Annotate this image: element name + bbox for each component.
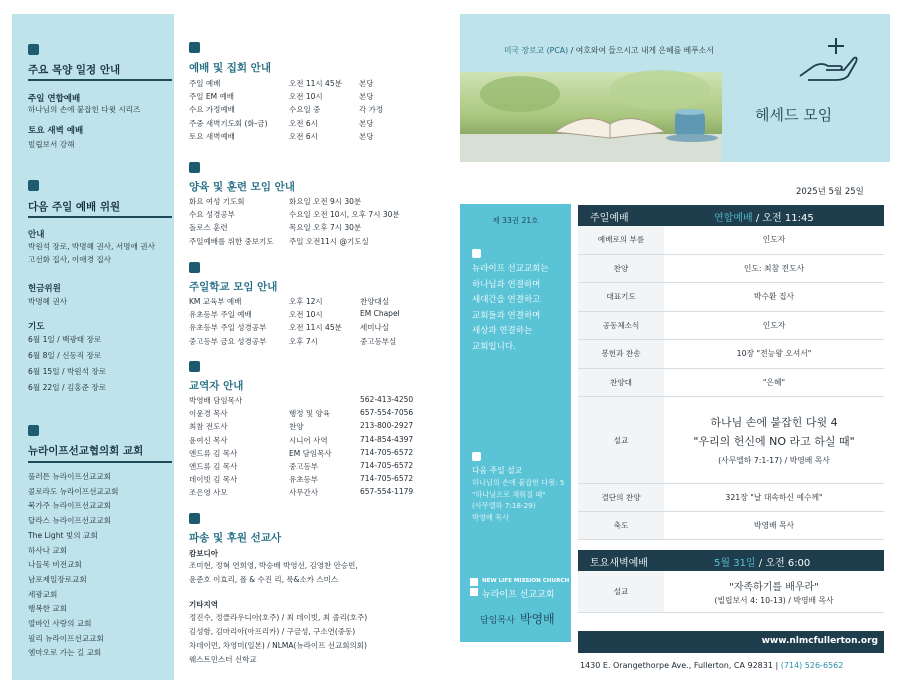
table-cell: 사무간사	[289, 488, 318, 498]
table-row	[189, 421, 439, 434]
strip-bullet-icon	[472, 249, 481, 258]
saturday-header	[578, 550, 884, 571]
logo-english: NEW LIFE MISSION CHURCH	[482, 578, 570, 584]
church-item: 하사나 교회	[28, 545, 68, 555]
divider	[28, 79, 172, 81]
table-cell: 돌로스 훈련	[189, 223, 228, 233]
church-item: 달라스 뉴라이프선교교회	[28, 516, 112, 526]
section-bullet-icon	[189, 262, 200, 273]
mission-line: 하나님과 연결하며	[472, 279, 541, 290]
order-value: "은혜"	[762, 377, 786, 387]
worship-title: 예배 및 집회 안내	[189, 62, 271, 74]
prayer-line: 6월 8일 / 신동직 장로	[28, 351, 102, 360]
table-cell: 714-705-6572	[360, 461, 414, 470]
table-cell: 목요일 오후 7시 30분	[289, 223, 362, 233]
table-cell: 주일 오전11시 @기도실	[289, 236, 369, 246]
next-sermon-line: (사무엘하 7:18-29)	[472, 501, 536, 510]
committee-title: 다음 주일 예배 위원	[28, 201, 121, 213]
table-cell: 오전 11시 45분	[289, 79, 342, 88]
table-cell: 주일 예배	[189, 79, 221, 88]
saturday-sermon-reference: (빌립보서 4: 10-13) / 박영배 목사	[714, 595, 834, 605]
sermon-series: 하나님 손에 붙잡힌 다윗 4	[710, 416, 838, 429]
section-bullet-icon	[28, 180, 39, 191]
church-item: 열바인 사랑의 교회	[28, 619, 92, 628]
order-row	[578, 369, 884, 398]
table-cell: 본당	[359, 131, 374, 141]
table-cell: 오전 10시	[289, 310, 323, 320]
prayer-line: 6월 22일 / 김홍준 장로	[28, 383, 107, 392]
address-text: 1430 E. Orangethorpe Ave., Fullerton, CA 92831	[580, 661, 773, 670]
volume-number: 제 33권 21호	[492, 216, 539, 225]
table-cell: KM 교육부 예배	[189, 297, 242, 306]
table-row	[189, 448, 439, 461]
order-label: 결단의 찬양	[578, 484, 664, 511]
sunday-time-value: 오전 11:45	[762, 213, 814, 224]
order-value: 박수환 집사	[753, 292, 795, 302]
guide-line: 박원석 장로, 박명혜 권사, 서명애 권사	[28, 242, 155, 251]
table-cell: 박영배 담임목사	[189, 396, 243, 405]
church-item: 나들목 비전교회	[28, 560, 82, 570]
church-item: 콜로라도 뉴라이프선교교회	[28, 486, 119, 496]
table-cell: 찬양대실	[360, 297, 389, 306]
table-cell: 본당	[359, 118, 374, 128]
order-value: 인도자	[762, 235, 786, 245]
saturday-date: 5월 31일	[714, 558, 756, 569]
table-cell: 오전 10시	[289, 92, 323, 102]
training-title: 양육 및 훈련 모임 안내	[189, 181, 295, 193]
table-cell: 본당	[359, 79, 374, 88]
sermon-reference: (사무엘하 7:1-17) / 박영배 목사	[718, 456, 830, 465]
order-label: 설교	[578, 571, 664, 612]
order-row	[578, 512, 884, 540]
missions-title: 파송 및 후원 선교사	[189, 532, 282, 544]
sunday-label: 주일예배	[590, 213, 629, 224]
website-url[interactable]: www.nlmcfullerton.org	[761, 636, 878, 646]
table-cell: 주중 새벽기도회 (화-금)	[189, 118, 268, 128]
verse: 여호와여 들으시고 내게 은혜를 베푸소서	[575, 46, 714, 55]
table-row	[189, 209, 439, 222]
senior-pastor	[480, 608, 555, 627]
other-region-line: 김성함, 김마리아(아프리카) / 구금성, 구소연(중동)	[189, 627, 356, 636]
order-value: 인도자	[762, 320, 786, 330]
table-cell: 화요일 오전 9시 30분	[289, 197, 362, 206]
church-address	[580, 661, 843, 670]
other-region-line: 웨스트민스터 신학교	[189, 655, 257, 664]
saturday-sermon-title: "자족하기를 배우라"	[729, 581, 819, 593]
saturday-time-value: 오전 6:00	[765, 558, 811, 569]
mission-line: 교회입니다.	[472, 341, 516, 352]
order-label: 설교	[578, 397, 664, 483]
group-name: 헤세드 모임	[755, 106, 833, 124]
table-cell: 앤드류 김 목사	[189, 462, 238, 471]
section-bullet-icon	[189, 513, 200, 524]
other-region-line: 차데이먼, 차영미(일본) / NLMA(뉴라이프 선교회의회)	[189, 641, 367, 650]
church-item: The Light 빛의 교회	[28, 530, 98, 540]
prayer-head: 기도	[28, 322, 45, 332]
sunday-header	[578, 205, 884, 226]
schedule-item-text: 빌립보서 강해	[28, 140, 75, 149]
sermon-details	[664, 414, 884, 466]
order-value: 10장 "전능왕 오셔서"	[736, 349, 812, 359]
saturday-time-separator: /	[755, 558, 766, 569]
church-item: 북가주 뉴라이프선교교회	[28, 501, 112, 511]
left-panel	[12, 14, 174, 680]
table-cell: 유초등부	[289, 475, 318, 485]
table-cell: EM 담임목사	[289, 448, 332, 458]
tagline	[504, 45, 714, 56]
table-cell: 714-854-4397	[360, 434, 414, 444]
next-sermon-title: 다음 주일 설교	[472, 466, 523, 475]
order-row	[578, 255, 884, 284]
address-separator: |	[772, 661, 781, 670]
table-cell: 오전 6시	[289, 131, 318, 141]
table-row	[189, 222, 439, 235]
order-label: 축도	[578, 512, 664, 539]
mission-line: 뉴라이프 선교교회는	[472, 264, 549, 274]
schedule-item-head: 주일 연합예배	[28, 94, 81, 104]
section-bullet-icon	[189, 42, 200, 53]
logo-icon	[470, 588, 478, 596]
table-cell: 최참 전도사	[189, 422, 228, 432]
sermon-title: "우리의 헌신에 NO 라고 하실 때"	[693, 435, 855, 448]
schedule-item-head: 토요 새벽 예배	[28, 126, 84, 136]
mission-line: 세상과 연결하는	[472, 326, 533, 336]
info-strip	[460, 204, 571, 642]
next-sermon-line: "하나님으로 채워질 때"	[472, 489, 546, 499]
cover-band	[460, 14, 890, 162]
pastor-name: 박영배	[519, 612, 555, 626]
church-item: 필리 뉴라이프선교교회	[28, 633, 104, 643]
saturday-sermon-details	[664, 578, 884, 606]
saturday-sermon-row	[578, 571, 884, 613]
section-bullet-icon	[189, 162, 200, 173]
table-cell: 714-705-6572	[360, 474, 414, 484]
table-row	[189, 118, 439, 131]
table-cell: 오후 7시	[289, 336, 318, 346]
offering-text: 박명혜 권사	[28, 297, 68, 306]
table-cell: 714-705-6572	[360, 447, 414, 457]
order-row	[578, 283, 884, 312]
order-row	[578, 226, 884, 255]
next-sermon-line: 박영배 목사	[472, 512, 510, 522]
section-bullet-icon	[28, 425, 39, 436]
table-row	[189, 461, 439, 474]
cambodia-line: 조미현, 정혁 연희영, 박승배 박영선, 김영찬 안승빈,	[189, 561, 358, 570]
order-value: 인도: 최참 전도사	[743, 263, 805, 273]
offering-head: 헌금위원	[28, 284, 61, 294]
hand-plus-icon	[796, 36, 858, 84]
table-cell: 앤드류 김 목사	[189, 448, 238, 458]
table-cell: 오전 11시 45분	[289, 323, 342, 333]
table-cell: 중고등부실	[360, 336, 397, 346]
table-cell: 토요 새벽예배	[189, 131, 235, 141]
table-row	[189, 408, 439, 421]
table-cell: 수요 성경공부	[189, 210, 235, 220]
guide-line: 고선화 집사, 이애경 집사	[28, 255, 112, 264]
order-row	[578, 312, 884, 341]
table-cell: 주일 EM 예배	[189, 92, 234, 102]
guide-head: 안내	[28, 230, 45, 240]
divider	[28, 461, 172, 463]
other-region-head: 기타지역	[189, 600, 218, 609]
table-row	[189, 104, 439, 117]
table-row	[189, 91, 439, 104]
divider	[28, 216, 172, 218]
denomination: 미국 장로교 (PCA)	[504, 46, 569, 55]
sermon-row	[578, 397, 884, 484]
church-item: 행복한 교회	[28, 604, 68, 614]
prayer-line: 6월 1일 / 백광태 장로	[28, 335, 102, 344]
sunday-time	[714, 209, 814, 224]
order-value: 321장 "날 대속하신 예수께"	[725, 493, 823, 502]
table-row	[189, 196, 439, 209]
church-item: 남포제일장로교회	[28, 574, 87, 584]
table-cell: 수요 가정예배	[189, 105, 235, 115]
logo-korean: 뉴라이프 선교교회	[482, 590, 555, 600]
staff-title: 교역자 안내	[189, 380, 244, 392]
church-item: 세광교회	[28, 589, 58, 599]
pastor-label: 담임목사	[480, 616, 515, 626]
section-bullet-icon	[28, 44, 39, 55]
sunday-time-separator: /	[752, 213, 763, 224]
table-cell: 213-800-2927	[360, 421, 414, 431]
table-cell: 562-413-4250	[360, 395, 414, 404]
saturday-label: 토요새벽예배	[590, 558, 648, 569]
table-cell: 이윤경 목사	[189, 409, 228, 419]
website-bar	[578, 631, 884, 653]
table-cell: 657-554-7056	[360, 408, 414, 418]
order-value: 박영배 목사	[753, 521, 795, 530]
mission-line: 교회들과 연결하며	[472, 310, 541, 321]
phone-number[interactable]: (714) 526-6562	[780, 661, 844, 670]
sunday-service-name: 연합예배	[714, 213, 753, 224]
table-row	[189, 78, 439, 91]
table-cell: 주일예배를 위한 중보기도	[189, 236, 274, 246]
table-row	[189, 236, 439, 249]
church-item: 엠마오로 가는 길 교회	[28, 648, 102, 658]
order-label: 찬양대	[578, 369, 664, 397]
table-cell: 시니어 사역	[289, 435, 328, 445]
table-cell: 각 가정	[359, 105, 384, 115]
table-cell: 중고등부	[289, 462, 318, 471]
cambodia-head: 캄보디아	[189, 549, 218, 558]
schedule-item-text: 하나님의 손에 붙잡힌 다윗 시리즈	[28, 105, 141, 114]
prayer-line: 6월 15일 / 박원석 장로	[28, 367, 107, 376]
table-cell: 데이빗 김 목사	[189, 475, 238, 485]
table-cell: 본당	[359, 92, 374, 102]
tagline-separator: /	[568, 46, 576, 55]
table-cell: 수요일 중	[289, 105, 321, 115]
table-row	[189, 474, 439, 487]
council-title: 뉴라이프선교협의회 교회	[28, 445, 144, 457]
order-label: 봉헌과 찬송	[578, 340, 664, 368]
order-label: 공동체소식	[578, 312, 664, 340]
table-cell: 오후 12시	[289, 297, 323, 306]
logo-icon	[470, 578, 478, 586]
table-row	[189, 309, 439, 322]
table-cell: 657-554-1179	[360, 487, 414, 497]
table-row	[189, 131, 439, 144]
service-date: 2025년 5월 25일	[796, 187, 864, 197]
table-row	[189, 296, 439, 309]
table-cell: 유초등부 주일 성경공부	[189, 323, 267, 333]
mission-line: 세대간을 연결하고	[472, 295, 541, 305]
table-cell: 화요 여성 기도회	[189, 197, 245, 206]
order-row	[578, 484, 884, 512]
table-row	[189, 322, 439, 335]
cambodia-line: 윤준호 이효리, 폴 & 수진 리, 룩&소카 스미스	[189, 575, 339, 584]
school-title: 주일학교 모임 안내	[189, 281, 278, 293]
table-cell: 유초등부 주일 예배	[189, 310, 252, 320]
table-cell: 중고등부 금요 성경공부	[189, 336, 267, 346]
saturday-time	[714, 554, 810, 569]
church-item: 풀러튼 뉴라이프선교교회	[28, 472, 112, 481]
table-cell: 윤여신 목사	[189, 435, 228, 445]
table-cell: 조은영 사모	[189, 488, 228, 498]
table-row	[189, 435, 439, 448]
other-region-line: 정진수, 정클라우디아(호주) / 최 데이빗, 최 졸리(호주)	[189, 613, 368, 622]
table-cell: 세미나실	[360, 323, 389, 333]
next-sermon-line: 하나님의 손에 붙잡힌 다윗: 5	[472, 478, 565, 487]
table-cell: 수요일 오전 10시, 오후 7시 30분	[289, 210, 400, 220]
table-row	[189, 336, 439, 349]
schedule-title: 주요 목양 일정 안내	[28, 64, 121, 76]
table-cell: 오전 6시	[289, 118, 318, 128]
order-label: 대표기도	[578, 283, 664, 311]
strip-bullet-icon	[472, 452, 481, 461]
table-cell: EM Chapel	[360, 309, 400, 319]
table-row	[189, 395, 439, 408]
order-row	[578, 340, 884, 369]
table-cell: 행정 및 양육	[289, 409, 330, 419]
table-row	[189, 487, 439, 500]
order-label: 찬양	[578, 255, 664, 283]
table-cell: 찬양	[289, 422, 304, 432]
section-bullet-icon	[189, 361, 200, 372]
order-label: 예배로의 부름	[578, 226, 664, 254]
